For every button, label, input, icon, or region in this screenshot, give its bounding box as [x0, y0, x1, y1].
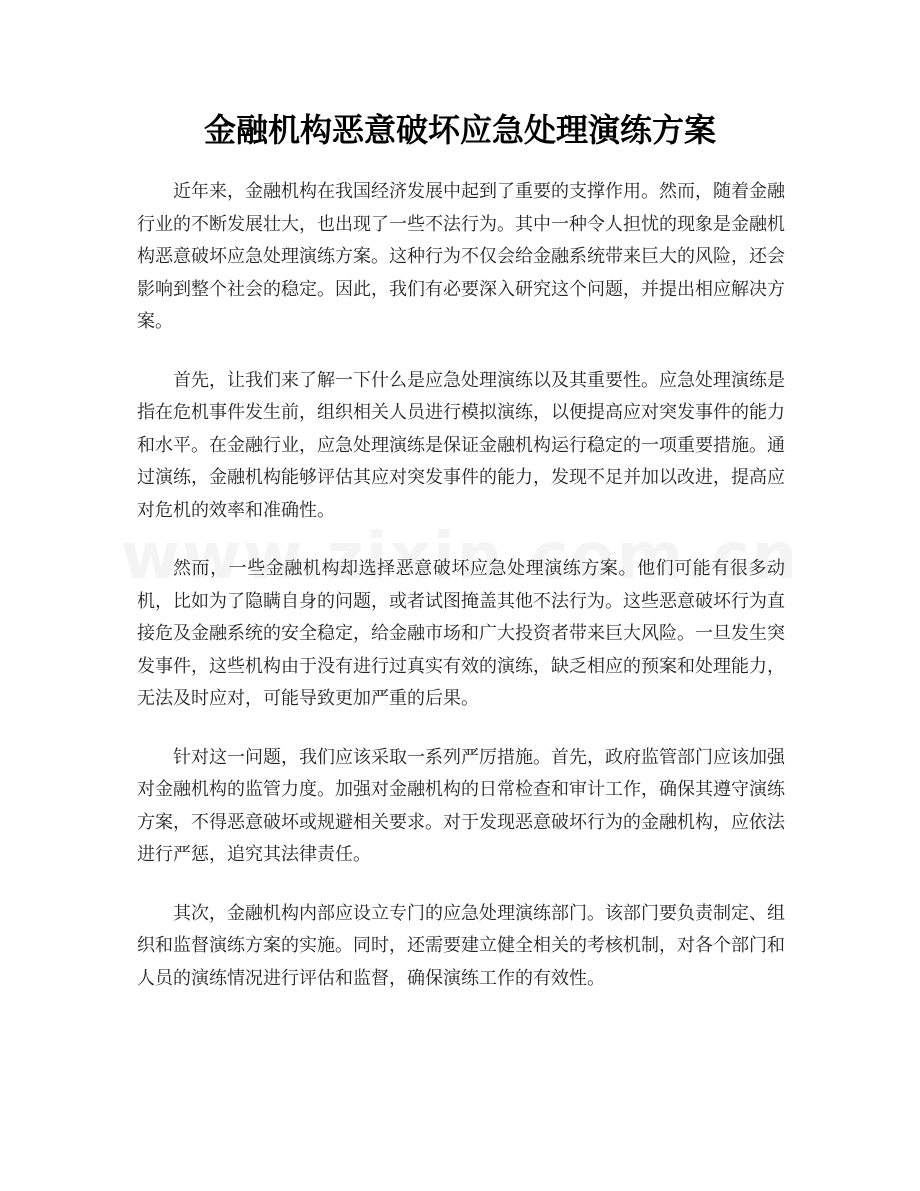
paragraph-1: 近年来，金融机构在我国经济发展中起到了重要的支撑作用。然而，随着金融行业的不断发展壮大，也出现了一些不法行为。其中一种令人担忧的现象是金融机构恶意破坏应急处理演练方案。这种行为不仅会给金融系统带来巨大的风险，还会影响到整个社会的稳定。因此，我们有必要深入研究这个问题，并提出相应解决方案。: [137, 181, 785, 332]
paragraph-5: 其次，金融机构内部应设立专门的应急处理演练部门。该部门要负责制定、组织和监督演练方案的实施。同时，还需要建立健全相关的考核机制，对各个部门和人员的演练情况进行评估和监督，确保演练工作的有效性。: [137, 902, 785, 989]
document-title: 金融机构恶意破坏应急处理演练方案: [203, 111, 716, 149]
paragraph-2: 首先，让我们来了解一下什么是应急处理演练以及其重要性。应急处理演练是指在危机事件发生前，组织相关人员进行模拟演练，以便提高应对突发事件的能力和水平。在金融行业，应急处理演练是保证金融机构运行稳定的一项重要措施。通过演练，金融机构能够评估其应对突发事件的能力，发现不足并加以改进，提高应对危机的效率和准确性。: [137, 369, 785, 521]
paragraph-3: 然而，一些金融机构却选择恶意破坏应急处理演练方案。他们可能有很多动机，比如为了隐瞒自身的问题，或者试图掩盖其他不法行为。这些恶意破坏行为直接危及金融系统的安全稳定，给金融市场和广大投资者带来巨大风险。一旦发生突发事件，这些机构由于没有进行过真实有效的演练，缺乏相应的预案和处理能力，无法及时应对，可能导致更加严重的后果。: [137, 558, 785, 709]
paragraph-4: 针对这一问题，我们应该采取一系列严厉措施。首先，政府监管部门应该加强对金融机构的监管力度。加强对金融机构的日常检查和审计工作，确保其遵守演练方案，不得恶意破坏或规避相关要求。对于发现恶意破坏行为的金融机构，应依法进行严惩，追究其法律责任。: [137, 746, 785, 865]
document-body: [137, 176, 785, 1021]
